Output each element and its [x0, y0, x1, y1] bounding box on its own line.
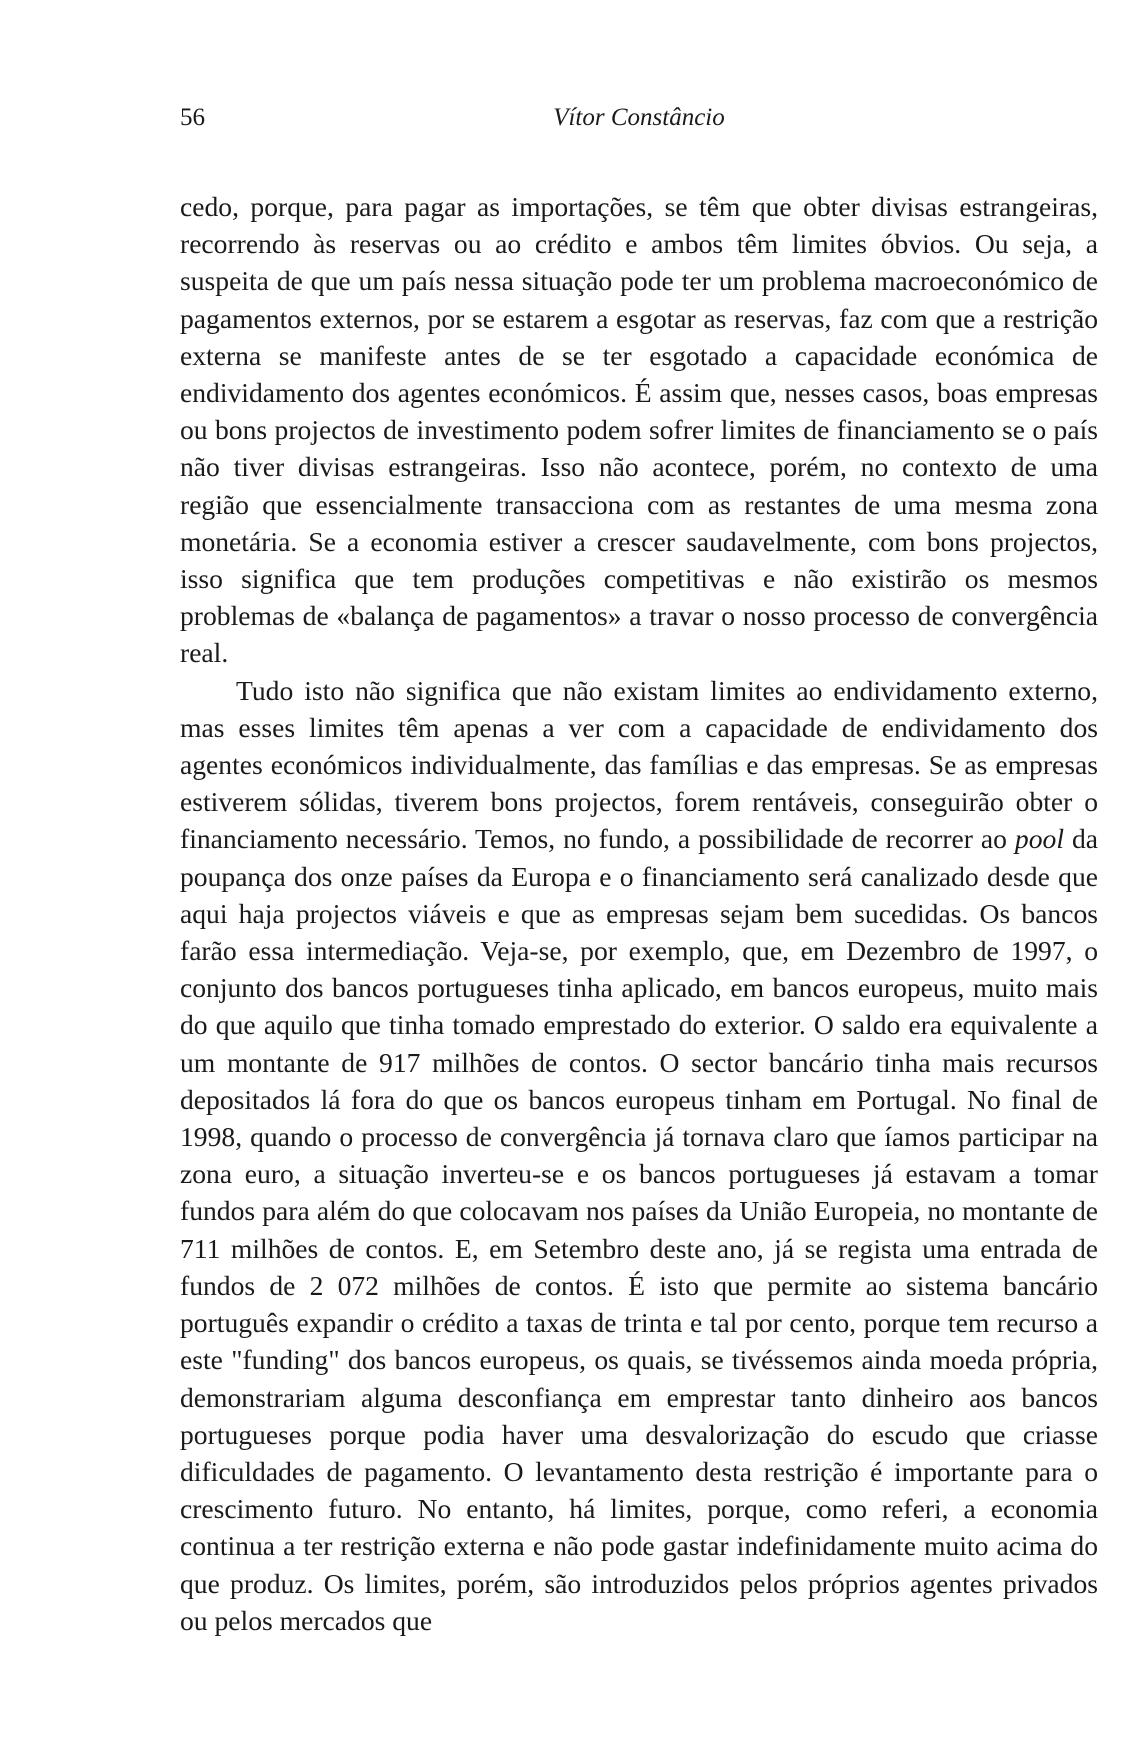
italic-term-pool: pool — [1014, 823, 1064, 855]
paragraph-2 — [180, 672, 1098, 1639]
paragraph-1 — [180, 188, 1098, 672]
page-number: 56 — [180, 104, 205, 131]
paragraph-text: cedo, porque, para pagar as importações, se têm que obter divisas estrangeiras, recorrendo às reservas ou ao crédito e ambos têm limites óbvios. Ou seja, a suspeita de que um país nessa situação pode ter um problema macroeconómico de pagamentos externos, por se estarem a esgotar as reservas, faz com que a restrição externa se manifeste antes de se ter esgotado a capacidade económica de endividamento dos agentes económicos. É assim que, nesses casos, boas empresas ou bons projectos de investimento podem sofrer limites de financiamento se o país não tiver divisas estrangeiras. Isso não acontece, porém, no contexto de uma região que essencialmente transacciona com as restantes de uma mesma zona monetária. Se a economia estiver a crescer saudavelmente, com bons projectos, isso significa que tem produções competitivas e não existirão os mesmos problemas de «balança de pagamentos» a travar o nosso processo de convergência real. — [180, 191, 1098, 669]
paragraph-text: Tudo isto não significa que não existam limites ao endividamento externo, mas esses limites têm apenas a ver com a capacidade de endividamento dos agentes económicos individualmente, das famílias e das empresas. Se as empresas estiverem sólidas, tiverem bons projectos, forem rentáveis, conseguirão obter o financiamento necessário. Temos, no fundo, a possibilidade de recorrer ao — [180, 674, 1098, 855]
paragraph-text: da poupança dos onze países da Europa e o financiamento será canalizado desde que aqui haja projectos viáveis e que as empresas sejam bem sucedidas. Os bancos farão essa intermediação. Veja-se, por exemplo, que, em Dezembro de 1997, o conjunto dos bancos portugueses tinha aplicado, em bancos europeus, muito mais do que aquilo que tinha tomado emprestado do exterior. O saldo era equivalente a um montante de 917 milhões de contos. O sector bancário tinha mais recursos depositados lá fora do que os bancos europeus tinham em Portugal. No final de 1998, quando o processo de convergência já tornava claro que íamos participar na zona euro, a situação inverteu-se e os bancos portugueses já estavam a tomar fundos para além do que colocavam nos países da União Europeia, no montante de 711 milhões de contos. E, em Setembro deste ano, já se regista uma entrada de fundos de 2 072 milhões de contos. É isto que permite ao sistema bancário português expandir o crédito a taxas de trinta e tal por cento, porque tem recurso a este "funding" dos bancos europeus, os quais, se tivéssemos ainda moeda própria, demonstrariam alguma desconfiança em emprestar tanto dinheiro aos bancos portugueses porque podia haver uma desvalorização do escudo que criasse dificuldades de pagamento. O levantamento desta restrição é importante para o crescimento futuro. No entanto, há limites, porque, como referi, a economia continua a ter restrição externa e não pode gastar indefinidamente muito acima do que produz. Os limites, porém, são introduzidos pelos próprios agentes privados ou pelos mercados que — [180, 823, 1098, 1636]
running-title: Vítor Constâncio — [553, 104, 725, 131]
running-header — [180, 100, 1098, 136]
body-text — [180, 188, 1098, 1639]
